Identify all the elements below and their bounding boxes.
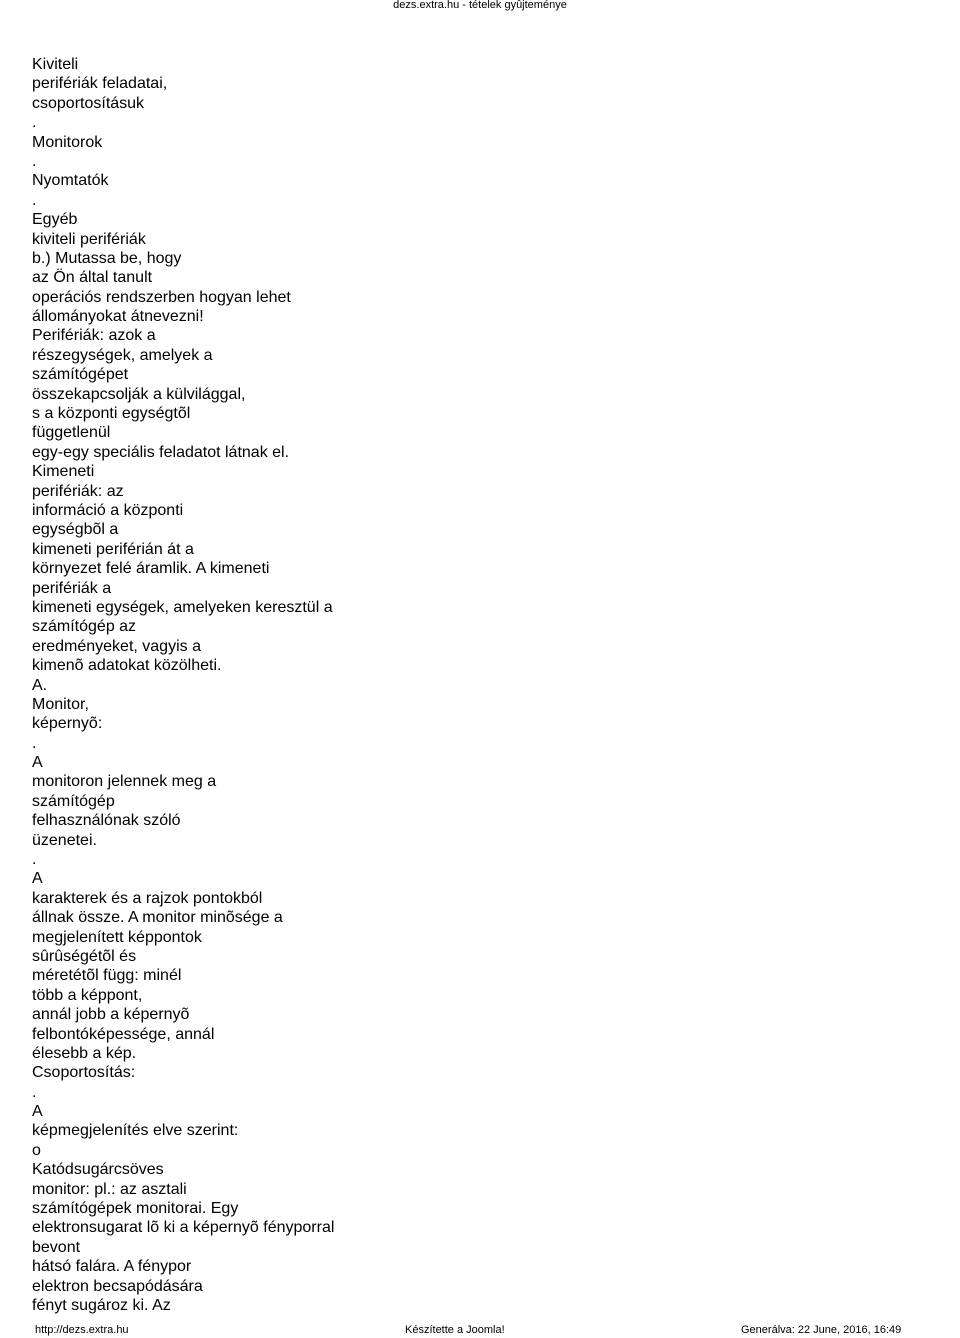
- text-line: perifériák a: [32, 579, 112, 597]
- text-line: kimenõ adatokat közölheti.: [32, 657, 222, 675]
- text-line: .: [32, 734, 37, 752]
- footer-url-link[interactable]: http://dezs.extra.hu: [35, 1324, 129, 1336]
- document-body: [32, 55, 932, 1315]
- text-line: felhasználónak szóló: [32, 812, 181, 830]
- text-line: Csoportosítás:: [32, 1064, 136, 1082]
- text-line: részegységek, amelyek a: [32, 346, 213, 364]
- footer-generated-date: Generálva: 22 June, 2016, 16:49: [741, 1324, 902, 1336]
- text-line: .: [32, 152, 37, 170]
- text-line: Katódsugárcsöves: [32, 1161, 164, 1179]
- text-line: .: [32, 191, 37, 209]
- text-line: hátsó falára. A fénypor: [32, 1258, 192, 1276]
- text-line: perifériák: az: [32, 482, 124, 500]
- text-line: Kiviteli: [32, 56, 79, 73]
- text-line: o: [32, 1141, 41, 1159]
- text-line: kimeneti periférián át a: [32, 540, 194, 558]
- text-line: A: [32, 754, 43, 772]
- text-line: csoportosításuk: [32, 94, 145, 112]
- text-line: számítógépek monitorai. Egy: [32, 1200, 239, 1218]
- text-line: bevont: [32, 1238, 81, 1256]
- page-header: [0, 0, 960, 14]
- text-line: operációs rendszerben hogyan lehet: [32, 288, 291, 306]
- text-line: annál jobb a képernyõ: [32, 1006, 190, 1024]
- text-line: számítógépet: [32, 366, 129, 384]
- text-line: sûrûségétõl és: [32, 947, 137, 965]
- text-line: összekapcsolják a külvilággal,: [32, 385, 246, 403]
- text-line: eredményeket, vagyis a: [32, 637, 201, 655]
- text-line: kimeneti egységek, amelyeken keresztül a: [32, 598, 333, 616]
- text-line: élesebb a kép.: [32, 1044, 137, 1062]
- site-title: dezs.extra.hu - tételek gyûjteménye: [393, 0, 567, 11]
- text-line: információ a központi: [32, 501, 184, 519]
- text-line: perifériák feladatai,: [32, 75, 168, 93]
- page-footer: [0, 1324, 960, 1338]
- text-line: fényt sugároz ki. Az: [32, 1297, 171, 1314]
- text-line: képernyõ:: [32, 715, 103, 733]
- text-line: méretétõl függ: minél: [32, 967, 182, 985]
- text-line: monitoron jelennek meg a: [32, 773, 217, 791]
- text-line: Monitor,: [32, 695, 89, 713]
- text-line: A.: [32, 676, 48, 694]
- text-line: számítógép: [32, 792, 115, 810]
- text-line: A: [32, 870, 43, 888]
- text-line: .: [32, 851, 37, 869]
- text-line: monitor: pl.: az asztali: [32, 1180, 187, 1198]
- text-line: egységbõl a: [32, 521, 119, 539]
- text-line: .: [32, 114, 37, 132]
- text-line: megjelenített képpontok: [32, 928, 202, 946]
- text-line: elektron becsapódására: [32, 1277, 203, 1295]
- text-line: több a képpont,: [32, 986, 143, 1004]
- text-line: elektronsugarat lõ ki a képernyõ fényporral: [32, 1219, 335, 1237]
- text-line: függetlenül: [32, 424, 111, 442]
- text-line: Egyéb: [32, 211, 78, 229]
- text-line: b.) Mutassa be, hogy: [32, 249, 182, 267]
- text-line: felbontóképessége, annál: [32, 1025, 215, 1043]
- text-line: .: [32, 1083, 37, 1101]
- text-line: kiviteli perifériák: [32, 230, 146, 248]
- text-line: Perifériák: azok a: [32, 327, 156, 345]
- text-line: az Ön által tanult: [32, 269, 153, 287]
- text-line: képmegjelenítés elve szerint:: [32, 1122, 239, 1140]
- footer-credit: Készítette a Joomla!: [405, 1324, 505, 1336]
- text-line: s a központi egységtõl: [32, 405, 191, 423]
- text-line: Kimeneti: [32, 463, 95, 481]
- text-line: üzenetei.: [32, 831, 97, 849]
- text-line: Nyomtatók: [32, 172, 109, 190]
- text-line: állnak össze. A monitor minõsége a: [32, 909, 283, 927]
- text-line: állományokat átnevezni!: [32, 308, 204, 326]
- text-line: számítógép az: [32, 618, 137, 636]
- text-line: környezet felé áramlik. A kimeneti: [32, 560, 270, 578]
- text-line: egy-egy speciális feladatot látnak el.: [32, 443, 290, 461]
- text-line: A: [32, 1103, 43, 1121]
- text-line: Monitorok: [32, 133, 103, 151]
- text-line: karakterek és a rajzok pontokból: [32, 889, 263, 907]
